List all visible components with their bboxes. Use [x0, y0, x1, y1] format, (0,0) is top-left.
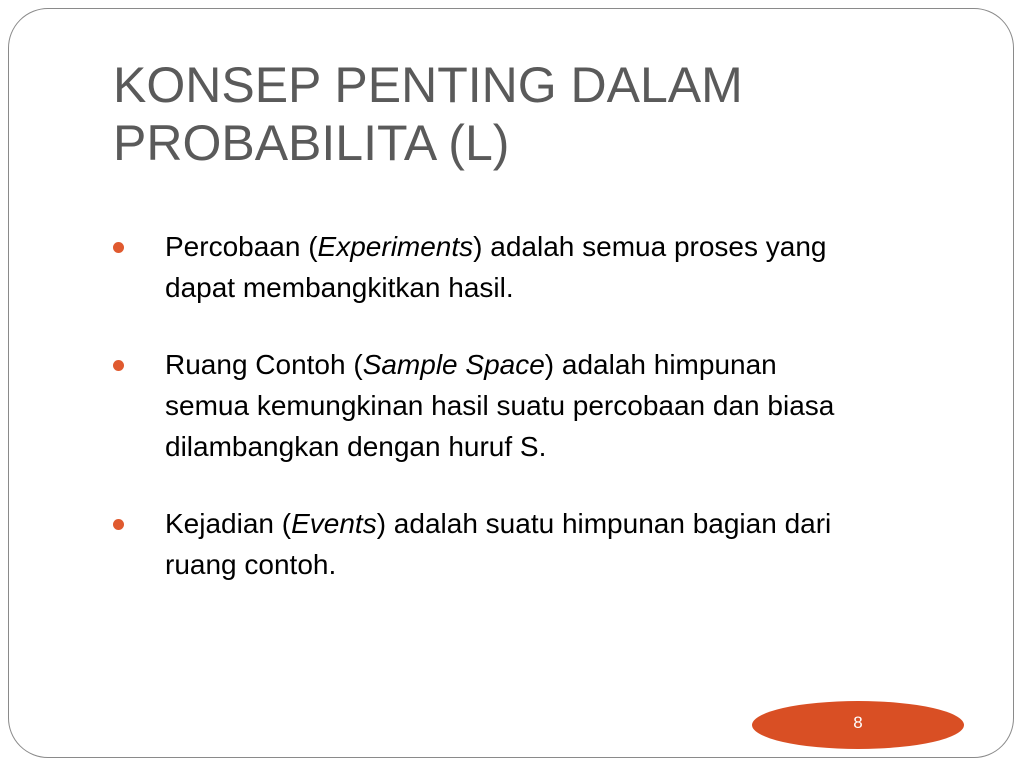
- bullet-line: ruang contoh.: [165, 549, 337, 580]
- bullet-item-events: [113, 503, 993, 585]
- bullet-line: dapat membangkitkan hasil.: [165, 272, 514, 303]
- bullet-line: Percobaan (Experiments) adalah semua proses yang: [165, 231, 827, 262]
- slide-title: [113, 56, 933, 172]
- bullet-item-sample-space: [113, 344, 993, 467]
- bullet-line: Kejadian (Events) adalah suatu himpunan bagian dari: [165, 508, 832, 539]
- bullet-dot-icon: [113, 242, 124, 253]
- bullet-line: semua kemungkinan hasil suatu percobaan dan biasa: [165, 390, 835, 421]
- bullet-list: [113, 226, 993, 621]
- bullet-item-experiments: [113, 226, 993, 308]
- page-number: 8: [853, 713, 863, 732]
- bullet-line: Ruang Contoh (Sample Space) adalah himpunan: [165, 349, 777, 380]
- bullet-dot-icon: [113, 360, 124, 371]
- bullet-dot-icon: [113, 519, 124, 530]
- title-line-2: PROBABILITA (L): [113, 115, 510, 171]
- page-number-badge: [752, 701, 964, 749]
- title-line-1: KONSEP PENTING DALAM: [113, 57, 743, 113]
- bullet-line: dilambangkan dengan huruf S.: [165, 431, 547, 462]
